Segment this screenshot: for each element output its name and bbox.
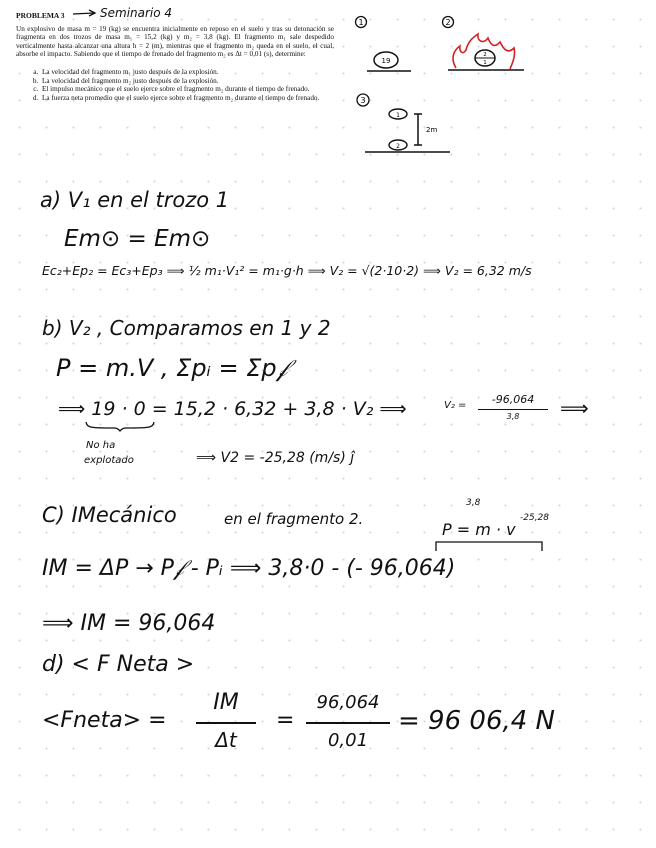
question-b: b. La velocidad del fragmento m₂ justo después de la explosión. — [40, 77, 334, 86]
implies-arrow: ⟹ — [560, 396, 589, 420]
fraction-1-numerator: IM — [213, 690, 239, 715]
problem-text: Un explosivo de masa m = 19 (kg) se encuentra inicialmente en reposo en el suelo y tras su detonación se fragmenta en dos trozos de masa m₁ = 15,2 (kg) y m₂ = 3,8 (kg). El fragmento m₁ sale despedido verticalmente hasta alcanzar una altura h = 2 (m), mientras que el fragmento m₂ queda en el suelo, el cual, absorbe el impacto. Sabiendo que el tiempo de frenado del fragmento m₂ es Δt = 0,01 (s), determine: — [16, 24, 334, 59]
problem-title: PROBLEMA 3 — [16, 11, 65, 20]
momentum-mass-note: 3,8 — [466, 498, 481, 508]
height-marker — [414, 114, 422, 145]
height-label: 2m — [426, 126, 438, 134]
part-c-heading-cont: en el fragmento 2. — [224, 510, 364, 528]
fragment-top-label: 2 — [483, 52, 487, 58]
part-d-heading: d) < F Neta > — [42, 652, 195, 677]
question-a: a. La velocidad del fragmento m₁ justo después de la explosión. — [40, 68, 334, 77]
momentum-velocity-note: -25,28 — [520, 513, 550, 523]
part-c-impulse-equation: IM = ΔP → P𝒻 - Pᵢ ⟹ 3,8·0 - (- 96,064) — [42, 556, 456, 581]
momentum-formula: P = m · v — [442, 520, 516, 539]
question-c: c. El impulso mecánico que el suelo ejerce sobre el fragmento m₂ durante el tiempo de frenado. — [40, 85, 334, 94]
fraction-2-numerator: 96,064 — [316, 692, 380, 713]
note-line-1: No ha — [86, 440, 116, 451]
fraction-bar — [196, 722, 256, 724]
svg-text:2: 2 — [396, 143, 400, 150]
arrow-icon — [72, 8, 98, 18]
figure-number-1 — [356, 17, 367, 28]
svg-text:1: 1 — [358, 18, 364, 27]
part-a-derivation: Ec₂+Ep₂ = Ec₃+Ep₃ ⟹ ½ m₁·V₁² = m₁·g·h ⟹ V₂ = √(2·10·2) ⟹ V₂ = 6,32 m/s — [42, 263, 532, 278]
ball-mass-label: 19 — [381, 57, 391, 65]
svg-text:3: 3 — [360, 96, 366, 105]
underbrace — [84, 420, 156, 432]
fraction-bar — [306, 722, 390, 724]
problem-statement — [16, 12, 334, 102]
part-b-momentum-equation: P = m.V , Σpᵢ = Σp𝒻 — [56, 354, 288, 382]
fraction-1-denominator: Δt — [215, 728, 237, 752]
equals-sign: = — [276, 708, 295, 733]
part-b-result: ⟹ V2 = -25,28 (m/s) ĵ — [196, 450, 355, 466]
svg-text:1: 1 — [396, 112, 400, 119]
fraction-2-denominator: 0,01 — [327, 730, 369, 751]
part-d-result: = 96 06,4 N — [398, 706, 556, 736]
fragment-bottom-label: 1 — [483, 60, 487, 66]
question-d: d. La fuerza neta promedio que el suelo ejerce sobre el fragmento m₂ durante el tiempo de frenado. — [40, 94, 334, 103]
part-c-result: ⟹ IM = 96,064 — [42, 611, 216, 636]
part-d-lhs: <Fneta> = — [42, 708, 167, 733]
part-b-heading: b) V₂ , Comparamos en 1 y 2 — [42, 316, 331, 340]
part-a-heading: a) V₁ en el trozo 1 — [40, 188, 230, 212]
v2-fraction-numerator: -96,064 — [491, 393, 535, 406]
seminar-note: Seminario 4 — [100, 6, 173, 20]
part-c-heading: C) IMecánico — [42, 503, 177, 527]
figure-2 — [438, 14, 528, 82]
figure-number-2 — [443, 17, 454, 28]
svg-text:2: 2 — [445, 18, 451, 27]
fraction-bar — [478, 409, 548, 410]
part-a-energy-equation: Em⊙ = Em⊙ — [64, 226, 211, 252]
overbrace — [434, 539, 544, 553]
figure-number-3 — [357, 94, 369, 106]
v2-fraction-denominator: 3,8 — [506, 412, 520, 421]
part-b-conservation: ⟹ 19 · 0 = 15,2 · 6,32 + 3,8 · V₂ ⟹ — [58, 398, 407, 420]
figure-3 — [355, 92, 455, 156]
figure-1 — [355, 14, 425, 80]
v2-label: V₂ = — [444, 400, 467, 411]
question-list — [16, 68, 334, 102]
note-line-2: explotado — [84, 455, 134, 466]
